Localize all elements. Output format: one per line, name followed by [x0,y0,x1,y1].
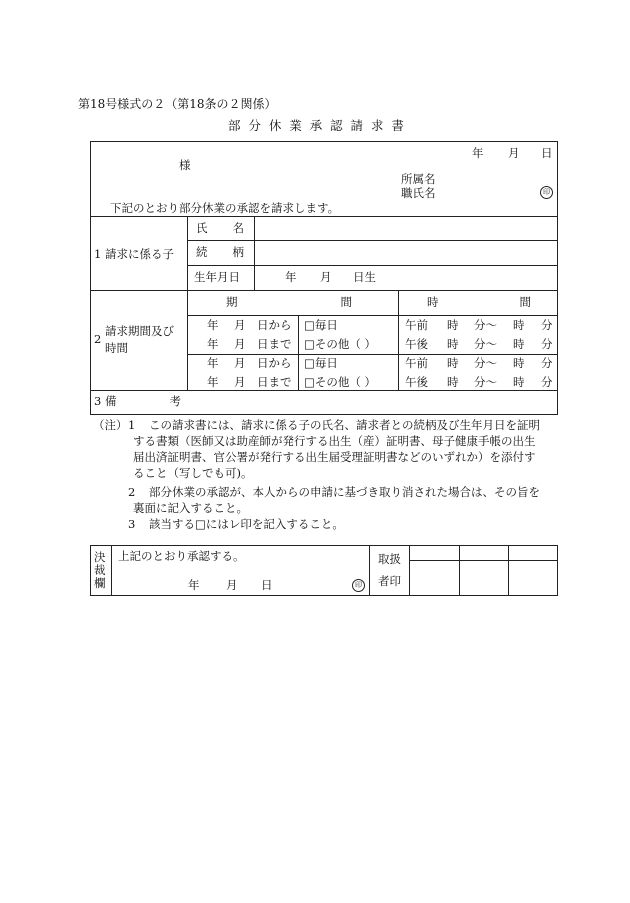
document-title [228,120,404,133]
title-char: 請 [350,118,364,133]
dob-year: 年 [285,270,297,284]
time-hour: 時 [513,375,525,389]
child-relation-field[interactable] [256,242,556,263]
time-column-header [427,297,531,309]
title-char: 業 [289,118,302,133]
row-day-until: 日まで [257,337,292,351]
time-ampm: 午前 [405,356,428,370]
note-line: 裏面に記入すること。 [133,501,248,515]
time-minute-to: 分～ [474,318,497,332]
time-hour: 時 [447,337,459,351]
label-char: 備 [105,394,117,408]
child-section-label: 1 請求に係る子 [94,247,174,261]
time-hour: 時 [447,356,459,370]
label-char: 欄 [94,576,106,590]
note-number: 1 [128,418,136,432]
addressee-suffix: 様 [179,158,191,172]
label-char: 名 [232,221,244,235]
approval-text: 上記のとおり承認する。 [118,549,245,563]
title-char: 認 [330,118,343,133]
handler-label-1: 取扱 [378,552,401,566]
time-minute-to: 分～ [474,356,497,370]
note-number: 2 [128,485,136,499]
option-other-checkbox[interactable]: □その他（ ） [304,337,377,351]
child-name-field[interactable] [256,218,556,239]
form-number: 第18号様式の２（第18条の２関係） [78,97,277,111]
row-month: 月 [234,337,246,351]
approval-date-month: 月 [226,578,238,592]
time-minute: 分 [541,318,553,332]
position-name-label: 職氏名 [401,186,436,200]
row-year: 年 [207,356,219,370]
row-year: 年 [207,337,219,351]
row-day-from: 日から [257,356,292,370]
notes-heading: （注） [93,418,128,432]
handler-seal-cell[interactable] [411,562,458,594]
seal-text: 印 [543,188,550,196]
time-minute-to: 分～ [474,375,497,389]
approval-label [94,551,106,590]
note-number: 3 [128,517,136,531]
time-minute: 分 [541,337,553,351]
row-year: 年 [207,375,219,389]
title-char: 求 [370,118,384,133]
request-sentence: 下記のとおり部分休業の承認を請求します。 [110,201,340,215]
child-dob-label: 生年月日 [194,270,240,284]
option-daily-checkbox[interactable]: □毎日 [304,356,338,370]
title-char: 承 [309,118,323,133]
time-hour: 時 [447,375,459,389]
time-hour: 時 [513,356,525,370]
time-ampm: 午後 [405,337,428,351]
approval-date-year: 年 [188,578,200,592]
title-char: 分 [248,118,261,133]
note-line: する書類（医師又は助産師が発行する出生（産）証明書、母子健康手帳の出生 [133,434,536,448]
approval-date-day: 日 [261,578,273,592]
note-line: 部分休業の承認が、本人からの申請に基づき取り消された場合は、その旨を [149,485,540,499]
seal-mark [540,186,553,199]
period-section-label-1: 請求期間及び [105,324,174,338]
title-char: 部 [228,118,241,133]
approval-seal-mark [352,579,365,592]
label-char: 続 [196,245,208,259]
row-month: 月 [234,356,246,370]
label-char: 考 [169,394,181,408]
label-char: 氏 [196,221,208,235]
time-hour: 時 [513,318,525,332]
handler-seal-cell[interactable] [510,562,556,594]
header-char: 間 [519,295,531,309]
row-month: 月 [234,318,246,332]
request-date-month: 月 [508,146,520,160]
period-section-number: 2 [94,332,102,346]
row-year: 年 [207,318,219,332]
label-char: 裁 [94,563,106,577]
option-daily-checkbox[interactable]: □毎日 [304,318,338,332]
title-char: 休 [268,118,282,133]
remarks-label [105,396,181,408]
seal-text: 印 [355,581,362,589]
row-month: 月 [234,375,246,389]
handler-seal-cell[interactable] [461,562,507,594]
note-line: この請求書には、請求に係る子の氏名、請求者との続柄及び生年月日を証明 [149,418,540,432]
child-relation-label [196,247,244,259]
time-hour: 時 [513,337,525,351]
child-name-label [196,223,244,235]
dob-month: 月 [320,270,332,284]
header-char: 時 [427,295,439,309]
header-char: 期 [226,295,238,309]
row-day-until: 日まで [257,375,292,389]
time-minute: 分 [541,356,553,370]
period-column-header [226,297,352,309]
request-date-year: 年 [472,146,484,160]
note-line: 届出済証明書、官公署が発行する出生届受理証明書などのいずれか）を添付す [133,450,536,464]
remarks-field[interactable] [188,392,556,413]
note-line: ること（写しでも可)。 [133,466,253,480]
header-char: 間 [340,295,352,309]
time-ampm: 午後 [405,375,428,389]
request-date-day: 日 [541,146,553,160]
label-char: 決 [94,550,106,564]
remarks-number: 3 [94,394,102,408]
period-section-label-2: 時間 [105,341,128,355]
note-line: 該当する□にはレ印を記入すること。 [149,517,344,531]
label-char: 柄 [232,245,244,259]
time-minute-to: 分～ [474,337,497,351]
time-minute: 分 [541,375,553,389]
time-hour: 時 [447,318,459,332]
dob-born: 日生 [353,270,376,284]
row-day-from: 日から [257,318,292,332]
title-char: 書 [391,118,404,133]
option-other-checkbox[interactable]: □その他（ ） [304,375,377,389]
time-ampm: 午前 [405,318,428,332]
handler-label-2: 者印 [378,574,401,588]
dept-label: 所属名 [401,172,436,186]
